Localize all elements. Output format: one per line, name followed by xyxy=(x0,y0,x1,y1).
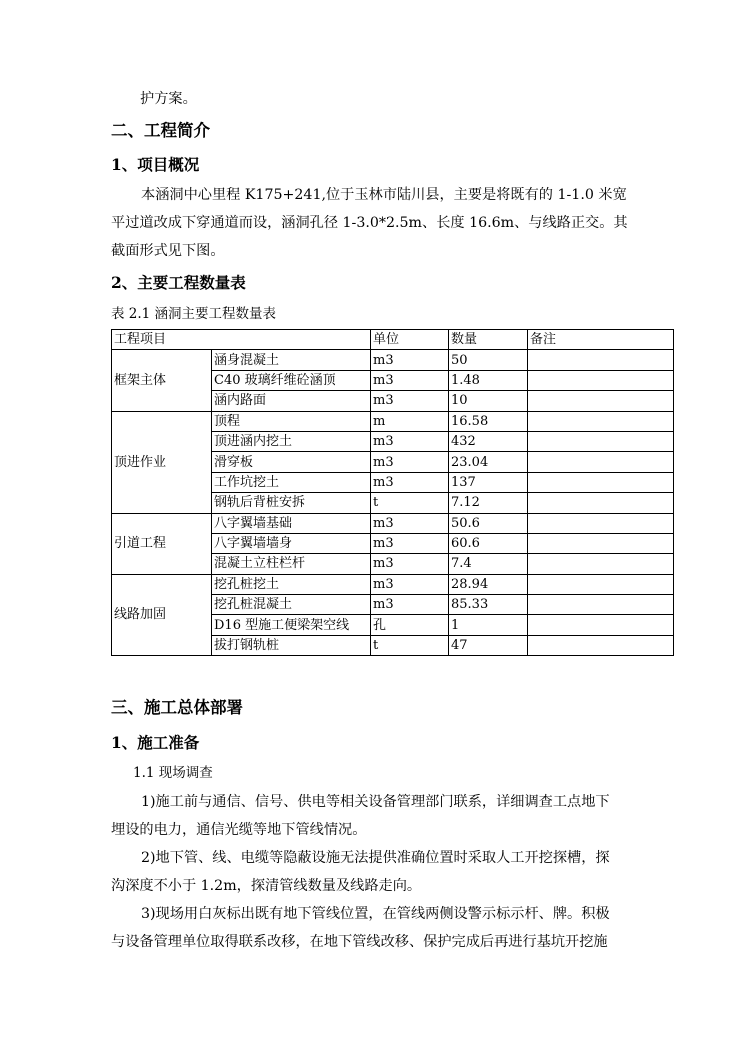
survey-para-1-line-2: 埋设的电力，通信光缆等地下管线情况。 xyxy=(111,822,367,838)
note-cell xyxy=(528,350,674,370)
section-3-1-1-heading: 1.1 现场调查 xyxy=(133,765,213,781)
project-overview-line-1: 本涵洞中心里程 K175+241,位于玉林市陆川县，主要是将既有的 1-1.0 米宽 xyxy=(141,187,627,203)
qty-cell: 137 xyxy=(449,472,528,492)
qty-cell: 23.04 xyxy=(449,452,528,472)
survey-para-2-line-2: 沟深度不小于 1.2m，探清管线数量及线路走向。 xyxy=(111,878,422,894)
group-name-cell: 引道工程 xyxy=(112,513,212,574)
note-cell xyxy=(528,533,674,553)
unit-cell: m3 xyxy=(371,595,449,615)
unit-cell: t xyxy=(371,493,449,513)
note-cell xyxy=(528,574,674,594)
unit-cell: m3 xyxy=(371,533,449,553)
note-cell xyxy=(528,411,674,431)
section-2-1-heading: 1、项目概况 xyxy=(111,155,200,174)
unit-cell: m3 xyxy=(371,452,449,472)
note-cell xyxy=(528,370,674,390)
section-2-2-heading: 2、主要工程数量表 xyxy=(111,273,246,292)
item-cell: 挖孔桩挖土 xyxy=(212,574,371,594)
table-row xyxy=(112,513,674,533)
group-name-cell: 顶进作业 xyxy=(112,411,212,513)
unit-cell: m3 xyxy=(371,431,449,451)
item-cell: 滑穿板 xyxy=(212,452,371,472)
survey-para-1-line-1: 1)施工前与通信、信号、供电等相关设备管理部门联系，详细调查工点地下 xyxy=(141,794,610,810)
note-cell xyxy=(528,431,674,451)
intro-tail-text: 护方案。 xyxy=(140,91,197,107)
unit-cell: m3 xyxy=(371,574,449,594)
item-cell: 顶程 xyxy=(212,411,371,431)
note-cell xyxy=(528,635,674,655)
header-item: 工程项目 xyxy=(112,330,371,350)
section-2-heading: 二、工程简介 xyxy=(111,121,210,140)
table-row xyxy=(112,411,674,431)
survey-para-3-line-2: 与设备管理单位取得联系改移，在地下管线改移、保护完成后再进行基坑开挖施 xyxy=(111,934,608,950)
unit-cell: m3 xyxy=(371,554,449,574)
table-row xyxy=(112,350,674,370)
item-cell: 挖孔桩混凝土 xyxy=(212,595,371,615)
header-unit: 单位 xyxy=(371,330,449,350)
table-caption: 表 2.1 涵洞主要工程数量表 xyxy=(111,306,277,322)
unit-cell: m xyxy=(371,411,449,431)
note-cell xyxy=(528,493,674,513)
unit-cell: m3 xyxy=(371,350,449,370)
group-name-cell: 框架主体 xyxy=(112,350,212,411)
item-cell: 工作坑挖土 xyxy=(212,472,371,492)
unit-cell: m3 xyxy=(371,513,449,533)
qty-cell: 7.12 xyxy=(449,493,528,513)
qty-cell: 50 xyxy=(449,350,528,370)
note-cell xyxy=(528,615,674,635)
unit-cell: m3 xyxy=(371,472,449,492)
table-row xyxy=(112,574,674,594)
item-cell: 钢轨后背桩安拆 xyxy=(212,493,371,513)
item-cell: 涵身混凝土 xyxy=(212,350,371,370)
survey-para-3-line-1: 3)现场用白灰标出既有地下管线位置，在管线两侧设警示标示杆、牌。积极 xyxy=(141,906,610,922)
qty-cell: 50.6 xyxy=(449,513,528,533)
item-cell: 拔打钢轨桩 xyxy=(212,635,371,655)
quantity-table xyxy=(111,329,674,656)
unit-cell: 孔 xyxy=(371,615,449,635)
qty-cell: 28.94 xyxy=(449,574,528,594)
group-name-cell: 线路加固 xyxy=(112,574,212,656)
qty-cell: 432 xyxy=(449,431,528,451)
note-cell xyxy=(528,513,674,533)
note-cell xyxy=(528,452,674,472)
note-cell xyxy=(528,554,674,574)
note-cell xyxy=(528,595,674,615)
qty-cell: 1.48 xyxy=(449,370,528,390)
project-overview-line-3: 截面形式见下图。 xyxy=(111,243,225,259)
qty-cell: 1 xyxy=(449,615,528,635)
header-qty: 数量 xyxy=(449,330,528,350)
note-cell xyxy=(528,472,674,492)
item-cell: D16 型施工便梁架空线 xyxy=(212,615,371,635)
qty-cell: 7.4 xyxy=(449,554,528,574)
item-cell: 八字翼墙墙身 xyxy=(212,533,371,553)
qty-cell: 10 xyxy=(449,391,528,411)
qty-cell: 85.33 xyxy=(449,595,528,615)
unit-cell: m3 xyxy=(371,370,449,390)
note-cell xyxy=(528,391,674,411)
item-cell: 八字翼墙基础 xyxy=(212,513,371,533)
section-3-heading: 三、施工总体部署 xyxy=(111,698,243,717)
project-overview-line-2: 平过道改成下穿通道而设，涵洞孔径 1-3.0*2.5m、长度 16.6m、与线路正交。其 xyxy=(111,215,628,231)
qty-cell: 16.58 xyxy=(449,411,528,431)
header-note: 备注 xyxy=(528,330,674,350)
item-cell: 涵内路面 xyxy=(212,391,371,411)
survey-para-2-line-1: 2)地下管、线、电缆等隐蔽设施无法提供准确位置时采取人工开挖探槽，探 xyxy=(141,850,610,866)
unit-cell: t xyxy=(371,635,449,655)
table-header-row xyxy=(112,330,674,350)
item-cell: C40 玻璃纤维砼涵顶 xyxy=(212,370,371,390)
unit-cell: m3 xyxy=(371,391,449,411)
item-cell: 顶进涵内挖土 xyxy=(212,431,371,451)
item-cell: 混凝土立柱栏杆 xyxy=(212,554,371,574)
qty-cell: 47 xyxy=(449,635,528,655)
section-3-1-heading: 1、施工准备 xyxy=(111,733,200,752)
qty-cell: 60.6 xyxy=(449,533,528,553)
